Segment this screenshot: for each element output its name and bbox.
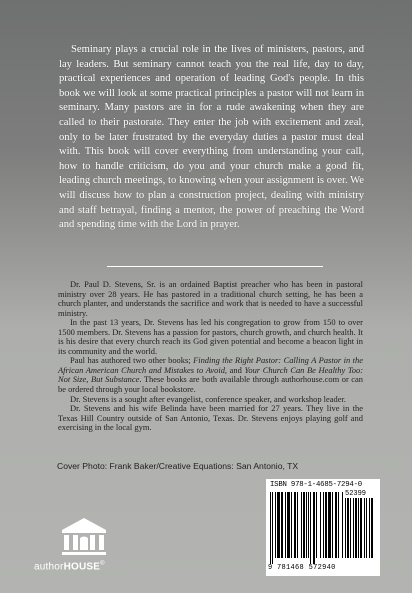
barcode-bar xyxy=(291,492,292,558)
barcode-bar xyxy=(371,498,373,558)
barcode-bar xyxy=(275,492,276,558)
bio-text: In the past 13 years, Dr. Stevens has led his congregation to grow from 150 to over 1500 members. Dr. Stevens has a passion for pastors, church growth, and church health. It is his desire that every church reach its God given potential and become a beacon light in its community and the world. xyxy=(58,317,363,356)
bio-paragraph: Dr. Stevens and his wife Belinda have been married for 27 years. They live in the Texas Hill Country outside of San Antonio, Texas. Dr. Stevens enjoys playing golf and exercising in the local gym. xyxy=(58,403,363,433)
isbn-barcode xyxy=(266,479,380,576)
ean-right-digits: 572940 xyxy=(308,564,336,572)
book-title: Finding the Right Pastor: Calling A Pastor in the African American Church and Mistakes to Avoid xyxy=(58,355,363,375)
ean-first-digit: 9 xyxy=(268,564,273,572)
barcode-bar xyxy=(325,492,327,558)
barcode-bar xyxy=(366,498,367,558)
barcode-bar xyxy=(281,492,283,558)
barcode-bar xyxy=(310,492,311,564)
author-bio xyxy=(58,280,363,433)
barcode-bar xyxy=(297,492,298,558)
barcode-bar xyxy=(328,492,331,558)
isbn-text: ISBN 978-1-4685-7294-0 xyxy=(270,481,362,489)
wordmark-part: author xyxy=(34,561,64,573)
bio-paragraph xyxy=(58,318,363,356)
cover-photo-credit: Cover Photo: Frank Baker/Creative Equations: San Antonio, TX xyxy=(57,461,299,471)
barcode-bar xyxy=(285,492,286,558)
barcode-bar xyxy=(353,498,354,558)
barcode-bar xyxy=(342,492,343,558)
barcode-bar xyxy=(338,492,339,558)
barcode-bar xyxy=(358,498,359,558)
bio-paragraph xyxy=(58,356,363,394)
barcode-bar xyxy=(270,492,271,564)
ean-digits xyxy=(268,564,336,572)
barcode-bar xyxy=(332,492,333,558)
divider-rule xyxy=(107,266,323,267)
bio-text: . These books are both available through authorhouse.com or can be ordered through your local bookstore. xyxy=(58,374,364,395)
barcode-bar xyxy=(277,492,280,558)
barcode-bar xyxy=(272,492,273,564)
barcode-bar xyxy=(350,498,351,558)
barcode-bar xyxy=(287,492,290,558)
book-title: Your Church Can Be Healthy Too: Not Size, But Substance xyxy=(58,364,363,385)
barcode-bar xyxy=(294,492,296,558)
barcode-bar xyxy=(335,492,337,558)
barcode-bar xyxy=(369,498,370,558)
barcode-bar xyxy=(303,492,305,558)
registered-mark: ® xyxy=(100,561,105,567)
bio-paragraph: Dr. Stevens is a sought after evangelist, conference speaker, and workshop leader. xyxy=(70,393,346,404)
barcode-bar xyxy=(316,492,317,558)
price-code: 52399 xyxy=(345,490,367,498)
barcode-bar xyxy=(360,498,362,558)
barcode-bars xyxy=(270,492,344,564)
barcode-bar xyxy=(345,498,346,558)
barcode-bar xyxy=(323,492,324,558)
book-blurb: Seminary plays a crucial role in the lives of ministers, pastors, and lay leaders. But seminary cannot teach you the real life, day to day, practical experiences and operation of leading God's people. In this book we will look at some practical principles a pastor will not learn in seminary. Many pastors are in for a rude awakening when they are called to their pastorate. They enter the job with excitement and zeal, only to be later frustrated by the everyday duties a pastor must deal with. This book will cover everything from understanding your call, how to handle criticism, do you and your church make a good fit, leading church meetings, to knowing when your assignment is over. We will discuss how to plan a construction project, dealing with ministry and staff betrayal, finding a mentor, the power of preaching the Word and spending time with the Lord in prayer. xyxy=(59,44,364,231)
barcode-bar xyxy=(313,492,315,564)
addon-barcode-bars xyxy=(345,498,376,564)
wordmark-part: HOUSE xyxy=(63,561,101,573)
barcode-bar xyxy=(306,492,307,558)
barcode-bar xyxy=(308,492,309,558)
barcode-bar xyxy=(347,498,349,558)
barcode-bar xyxy=(355,498,357,558)
barcode-bar xyxy=(364,498,365,558)
ean-left-digits: 781468 xyxy=(277,564,305,572)
bio-paragraph: Dr. Paul D. Stevens, Sr. is an ordained Baptist preacher who has been in pastoral ministry over 28 years. He has pastored in a traditional church setting, he has been a church planter, and understands the sacrifice and work that is needed to have a successful ministry. xyxy=(58,279,363,318)
barcode-bar xyxy=(320,492,321,558)
barcode-bar xyxy=(301,492,302,558)
bio-text: , and xyxy=(224,364,245,375)
publisher-wordmark xyxy=(34,561,105,572)
bio-text: Paul has authored two other books; xyxy=(70,355,194,366)
